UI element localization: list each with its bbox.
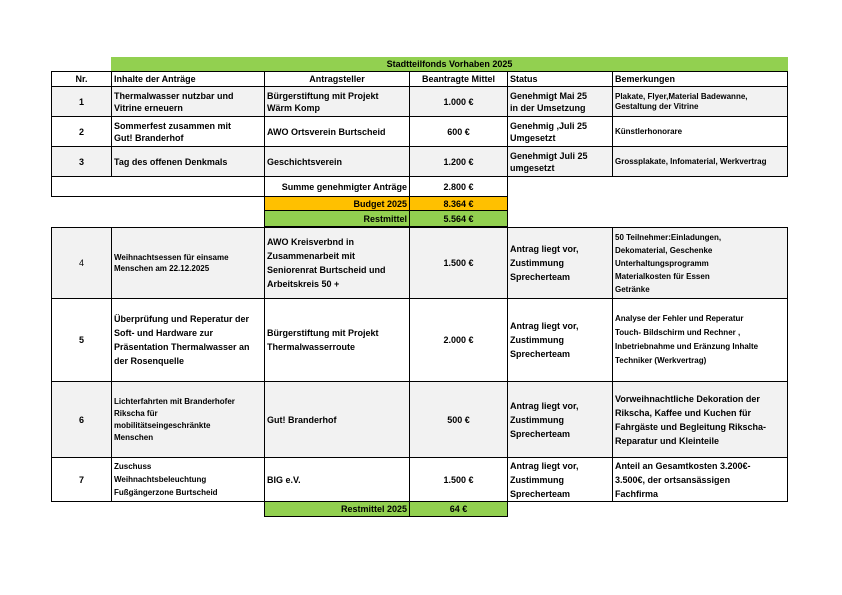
header-nr: Nr.	[51, 71, 112, 87]
row2-status: Genehmig ,Juli 25 Umgesetzt	[507, 116, 613, 147]
row1-nr: 1	[51, 86, 112, 117]
table-title: Stadtteilfonds Vorhaben 2025	[111, 57, 788, 71]
row7-status: Antrag liegt vor, Zustimmung Sprecherteam	[507, 457, 613, 502]
row6-nr: 6	[51, 381, 112, 458]
budget-label: Budget 2025	[264, 196, 410, 211]
row6-antragsteller: Gut! Branderhof	[264, 381, 410, 458]
row1-mittel: 1.000 €	[409, 86, 508, 117]
row6-inhalt: Lichterfahrten mit Branderhofer Rikscha für mobilitätseingeschränkte Menschen	[111, 381, 265, 458]
row3-nr: 3	[51, 146, 112, 177]
row2-nr: 2	[51, 116, 112, 147]
row4-nr: 4	[51, 227, 112, 299]
row4-mittel: 1.500 €	[409, 227, 508, 299]
row1-status: Genehmigt Mai 25 in der Umsetzung	[507, 86, 613, 117]
row6-status: Antrag liegt vor, Zustimmung Sprecherteam	[507, 381, 613, 458]
final-rest-value: 64 €	[409, 501, 508, 517]
row7-bemerkungen: Anteil an Gesamtkosten 3.200€- 3.500€, der ortsansässigen Fachfirma	[612, 457, 788, 502]
row5-nr: 5	[51, 298, 112, 382]
row5-mittel: 2.000 €	[409, 298, 508, 382]
row5-inhalt: Überprüfung und Reperatur der Soft- und Hardware zur Präsentation Thermalwasser an der Rosenquelle	[111, 298, 265, 382]
header-antragsteller: Antragsteller	[264, 71, 410, 87]
row2-inhalt: Sommerfest zusammen mit Gut! Branderhof	[111, 116, 265, 147]
row7-nr: 7	[51, 457, 112, 502]
row6-bemerkungen: Vorweihnachtliche Dekoration der Rikscha, Kaffee und Kuchen für Fahrgäste und Begleitung Rikscha- Reparatur und Kleinteile	[612, 381, 788, 458]
row2-bemerkungen: Künstlerhonorare	[612, 116, 788, 147]
rest-label: Restmittel	[264, 210, 410, 227]
row1-inhalt: Thermalwasser nutzbar und Vitrine erneuern	[111, 86, 265, 117]
row4-antragsteller: AWO Kreisverbnd in Zusammenarbeit mit Seniorenrat Burtscheid und Arbeitskreis 50 +	[264, 227, 410, 299]
row5-antragsteller: Bürgerstiftung mit Projekt Thermalwasserroute	[264, 298, 410, 382]
row7-inhalt: Zuschuss Weihnachtsbeleuchtung Fußgängerzone Burtscheid	[111, 457, 265, 502]
row3-mittel: 1.200 €	[409, 146, 508, 177]
row7-antragsteller: BIG e.V.	[264, 457, 410, 502]
header-bemerkungen: Bemerkungen	[612, 71, 788, 87]
summe-label: Summe genehmigter Anträge	[264, 176, 410, 197]
row7-mittel: 1.500 €	[409, 457, 508, 502]
summe-value: 2.800 €	[409, 176, 508, 197]
row2-antragsteller: AWO Ortsverein Burtscheid	[264, 116, 410, 147]
row5-status: Antrag liegt vor, Zustimmung Sprecherteam	[507, 298, 613, 382]
row5-bemerkungen: Analyse der Fehler und Reperatur Touch- Bildschirm und Rechner , Inbetriebnahme und Eränzung Inhalte Techniker (Werkvertrag)	[612, 298, 788, 382]
header-inhalte: Inhalte der Anträge	[111, 71, 265, 87]
header-mittel: Beantragte Mittel	[409, 71, 508, 87]
row3-status: Genehmigt Juli 25 umgesetzt	[507, 146, 613, 177]
row2-mittel: 600 €	[409, 116, 508, 147]
row6-mittel: 500 €	[409, 381, 508, 458]
summary-blank	[51, 176, 265, 197]
row1-antragsteller: Bürgerstiftung mit Projekt Wärm Komp	[264, 86, 410, 117]
row1-bemerkungen: Plakate, Flyer,Material Badewanne, Gestaltung der Vitrine	[612, 86, 788, 117]
row4-inhalt: Weihnachtsessen für einsame Menschen am 22.12.2025	[111, 227, 265, 299]
row4-status: Antrag liegt vor, Zustimmung Sprecherteam	[507, 227, 613, 299]
rest-value: 5.564 €	[409, 210, 508, 227]
row3-bemerkungen: Grossplakate, Infomaterial, Werkvertrag	[612, 146, 788, 177]
budget-value: 8.364 €	[409, 196, 508, 211]
row3-antragsteller: Geschichtsverein	[264, 146, 410, 177]
final-rest-label: Restmittel 2025	[264, 501, 410, 517]
row4-bemerkungen: 50 Teilnehmer:Einladungen, Dekomaterial, Geschenke Unterhaltungsprogramm Materialkosten für Essen Getränke	[612, 227, 788, 299]
header-status: Status	[507, 71, 613, 87]
row3-inhalt: Tag des offenen Denkmals	[111, 146, 265, 177]
